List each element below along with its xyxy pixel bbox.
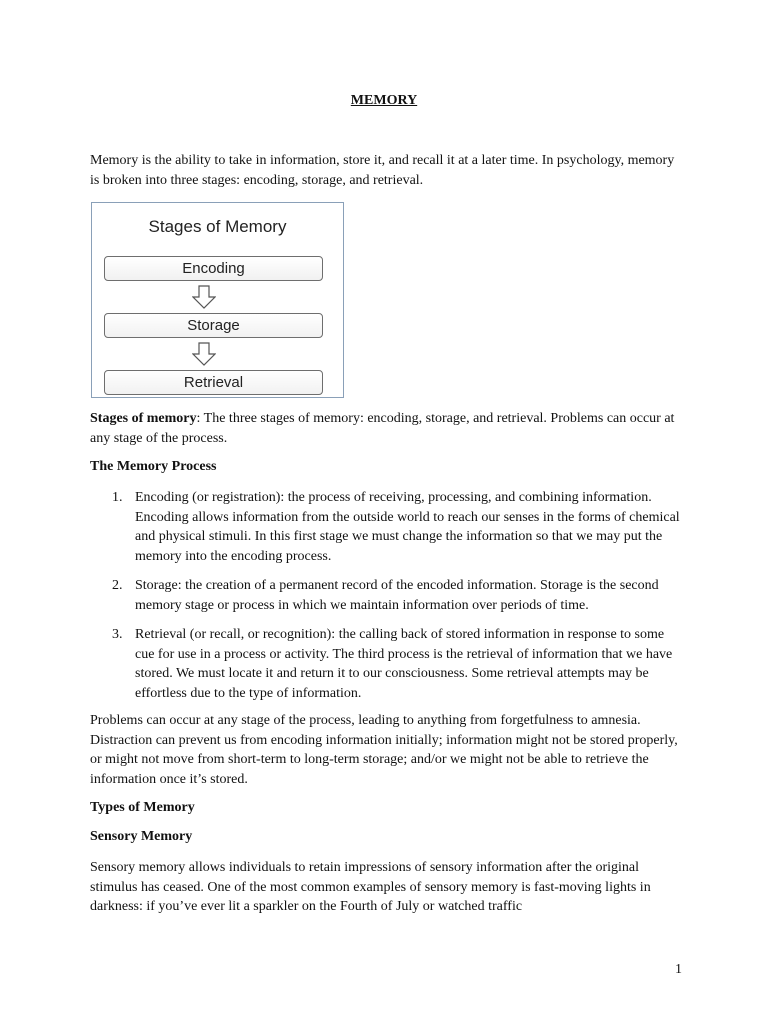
section-heading-types-of-memory: Types of Memory (90, 800, 195, 815)
stage-encoding-box: Encoding (104, 256, 323, 281)
list-item-number: 1. (112, 490, 123, 505)
list-item (90, 488, 680, 566)
page-title: MEMORY (350, 93, 418, 108)
figure-caption (90, 409, 680, 448)
section-heading-sensory-memory: Sensory Memory (90, 829, 193, 844)
caption-text: : The three stages of memory: encoding, storage, and retrieval. Problems can occur at any stage of the process. (90, 411, 675, 446)
stage-storage-box: Storage (104, 313, 323, 338)
list-item (90, 625, 680, 703)
list-item-text: Encoding (or registration): the process of receiving, processing, and combining information. Encoding allows information from the outside world to reach our senses in the forms of chemical and physical stimuli. In this first stage we must change the information so that we may put the memory into the encoding process. (135, 490, 680, 564)
list-item-number: 3. (112, 627, 123, 642)
stages-of-memory-figure (91, 202, 344, 398)
page-number: 1 (675, 962, 682, 977)
problems-paragraph: Problems can occur at any stage of the process, leading to anything from forgetfulness to amnesia. Distraction can prevent us from encoding information initially; information might not be stored properly, or might not move from short-term to long-term storage; and/or we might not be able to retrieve the information once it’s stored. (90, 713, 678, 787)
figure-title: Stages of Memory (148, 217, 287, 236)
section-heading-memory-process: The Memory Process (90, 459, 217, 474)
list-item-number: 2. (112, 578, 123, 593)
down-arrow-icon (192, 285, 216, 309)
stage-retrieval-box: Retrieval (104, 370, 323, 395)
caption-bold: Stages of memory (90, 411, 197, 426)
intro-paragraph: Memory is the ability to take in information, store it, and recall it at a later time. In psychology, memory is broken into three stages: encoding, storage, and retrieval. (90, 153, 675, 188)
sensory-paragraph: Sensory memory allows individuals to retain impressions of sensory information after the original stimulus has ceased. One of the most common examples of sensory memory is fast-moving lights in darkness: if you’ve ever lit a sparkler on the Fourth of July or watched traffic (90, 860, 651, 914)
list-item-text: Storage: the creation of a permanent record of the encoded information. Storage is the second memory stage or process in which we maintain information over periods of time. (135, 578, 659, 613)
memory-process-list (90, 488, 680, 713)
list-item-text: Retrieval (or recall, or recognition): the calling back of stored information in response to some cue for use in a process or activity. The third process is the retrieval of information that we have stored. We must locate it and return it to our consciousness. Some retrieval attempts may be effortless due to the type of information. (135, 627, 673, 701)
list-item (90, 576, 680, 615)
down-arrow-icon (192, 342, 216, 366)
